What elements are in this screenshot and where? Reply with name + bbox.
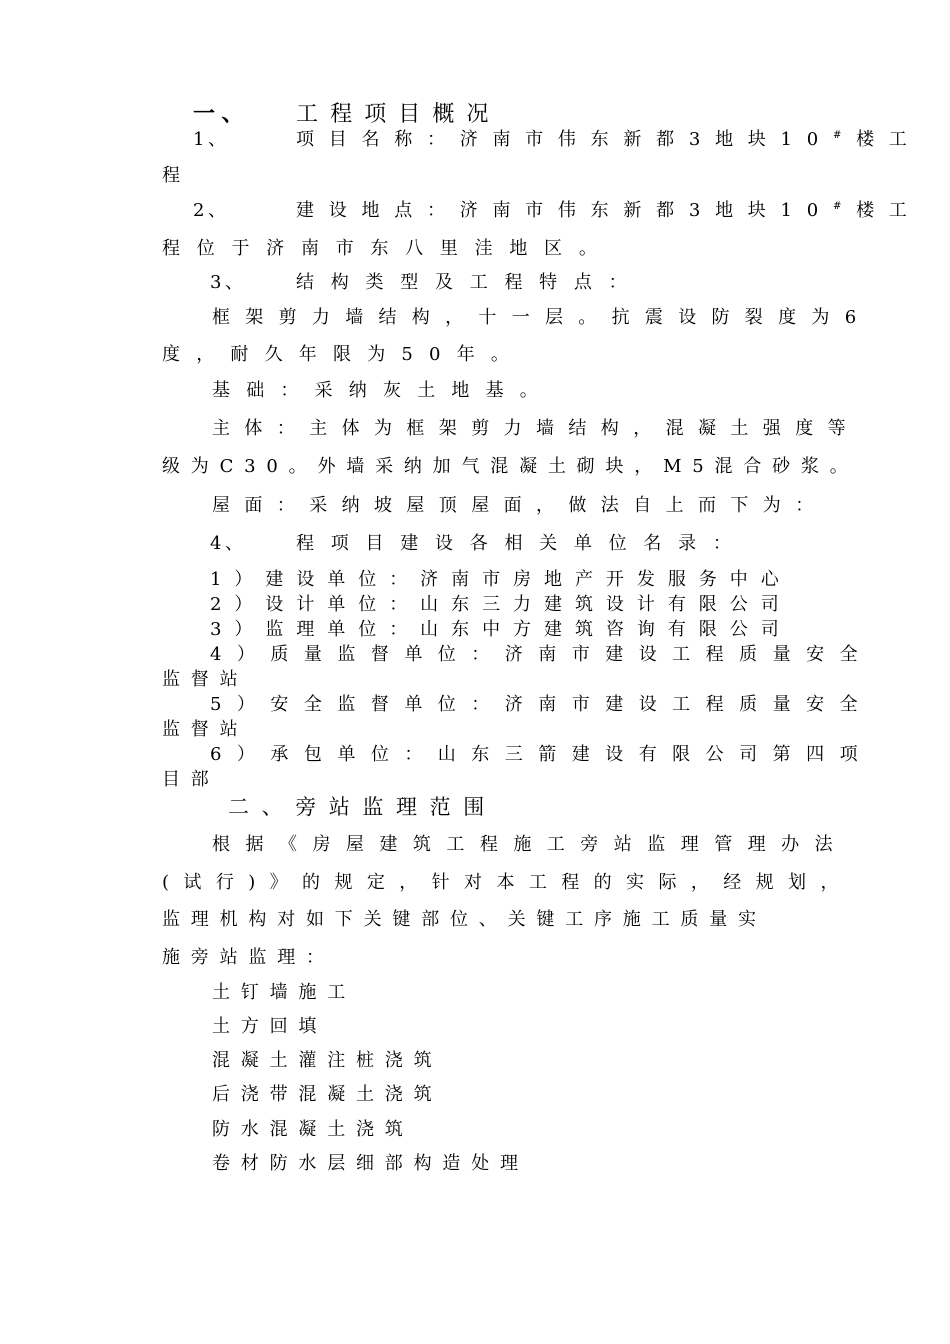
item2-sup: # <box>832 201 857 212</box>
scope-item-1: 土钉墙施工 <box>212 982 356 1003</box>
main-body-line-1: 主体：主体为框架剪力墙结构，混凝土强度等 <box>212 418 860 439</box>
unit-item-4: 4）质量监督单位：济南市建设工程质量安全 <box>210 644 874 665</box>
scope-item-6: 卷材防水层细部构造处理 <box>212 1153 529 1174</box>
structure-line-2: 度，耐久年限为50年。 <box>162 344 526 365</box>
item2-text: 建设地点：济南市伟东新都3地块10#楼工 <box>296 200 922 221</box>
foundation-line: 基础：采纳灰土地基。 <box>212 380 554 401</box>
unit-item-4-cont: 监督站 <box>162 669 249 690</box>
scope-item-5: 防水混凝土浇筑 <box>212 1119 414 1140</box>
unit-item-5-cont: 监督站 <box>162 719 249 740</box>
item1-line <box>0 125 950 155</box>
unit-item-6-cont: 目部 <box>162 769 220 790</box>
item4-line <box>0 529 950 559</box>
item4-text: 程项目建设各相关单位名录： <box>296 533 748 554</box>
section2-heading <box>0 790 950 824</box>
item2-continuation: 程位于济南市东八里洼地区。 <box>162 238 614 259</box>
section2-para-line-1: 根据《房屋建筑工程施工旁站监理管理办法 <box>212 834 849 855</box>
main-body-line-2: 级为C30。外墙采纳加气混凝土砌块，M5混合砂浆。 <box>162 456 859 477</box>
section2-para-line-4: 施旁站监理： <box>162 947 335 968</box>
section1-number: 一、 <box>193 102 251 127</box>
unit-item-3: 3）监理单位：山东中方建筑咨询有限公司 <box>210 619 792 640</box>
unit-item-1: 1）建设单位：济南市房地产开发服务中心 <box>210 569 792 590</box>
unit-item-2: 2）设计单位：山东三力建筑设计有限公司 <box>210 594 792 615</box>
section1-title: 工程项目概况 <box>296 102 501 127</box>
item2-line <box>0 196 950 226</box>
scope-item-3: 混凝土灌注桩浇筑 <box>212 1050 443 1071</box>
section2-title: 二、旁站监理范围 <box>228 795 497 819</box>
item3-line <box>0 268 950 298</box>
item3-number: 3、 <box>210 272 247 293</box>
section2-para-line-3: 监理机构对如下关键部位、关键工序施工质量实 <box>162 909 767 930</box>
item4-number: 4、 <box>210 533 247 554</box>
unit-item-5: 5）安全监督单位：济南市建设工程质量安全 <box>210 694 874 715</box>
item1-number: 1、 <box>193 129 230 150</box>
section2-para-line-2: (试行)》的规定，针对本工程的实际，经规划， <box>162 872 853 893</box>
scope-item-2: 土方回填 <box>212 1016 328 1037</box>
item3-text: 结构类型及工程特点： <box>296 272 644 293</box>
roof-line: 屋面：采纳坡屋顶屋面，做法自上而下为： <box>212 495 828 516</box>
item1-continuation: 程 <box>162 165 191 186</box>
item1-text: 项目名称：济南市伟东新都3地块10#楼工 <box>296 129 922 150</box>
structure-line-1: 框架剪力墙结构，十一层。抗震设防裂度为6 <box>212 307 872 328</box>
item1-sup: # <box>832 130 857 141</box>
unit-item-6: 6）承包单位：山东三箭建设有限公司第四项 <box>210 744 874 765</box>
item2-number: 2、 <box>193 200 230 221</box>
scope-item-4: 后浇带混凝土浇筑 <box>212 1084 443 1105</box>
